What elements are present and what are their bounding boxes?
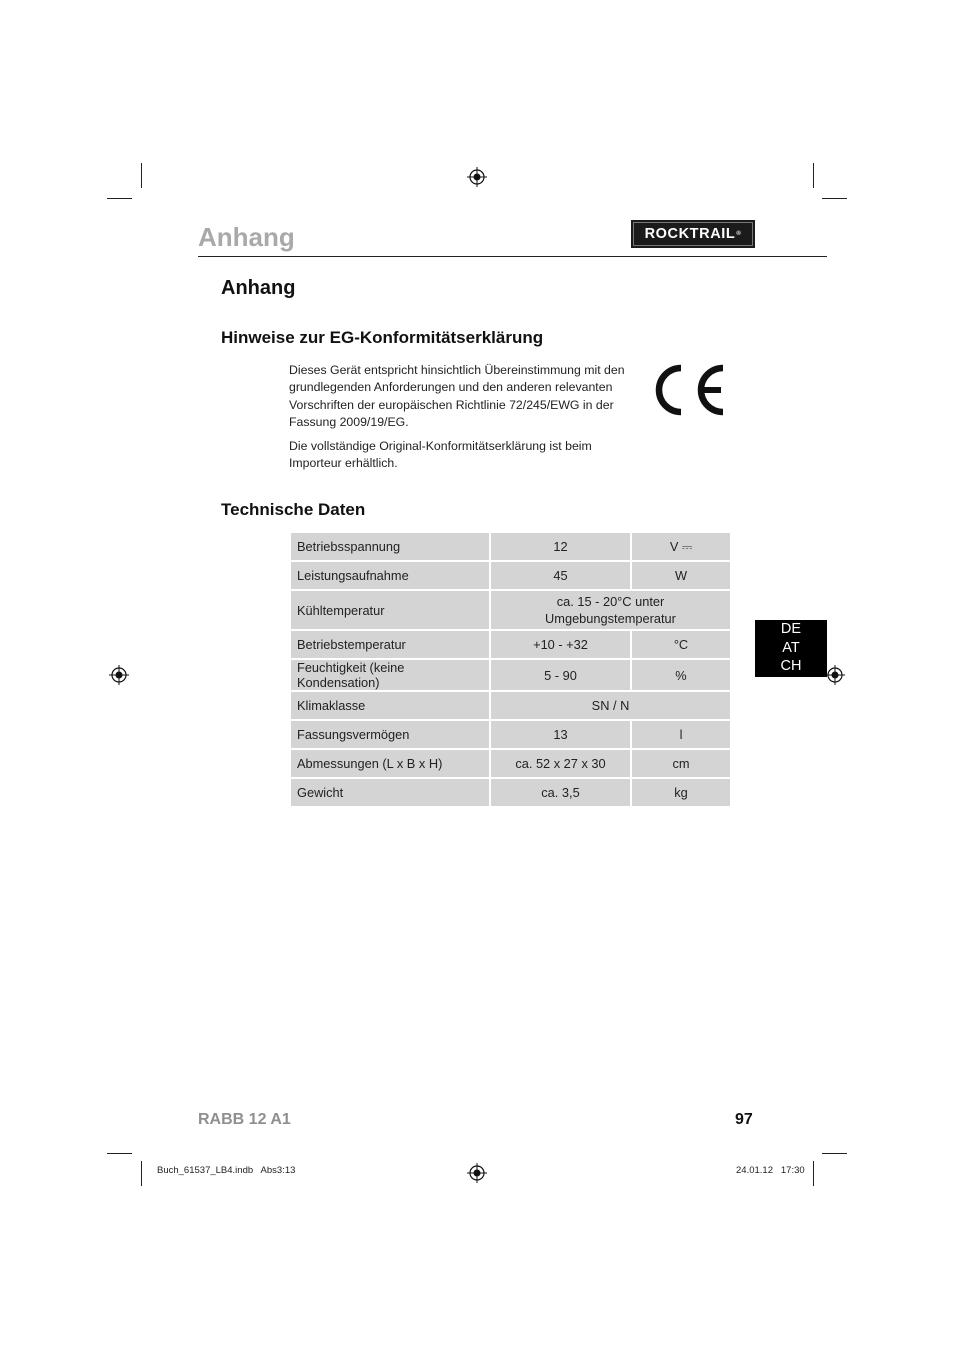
table-cell-value: 13 (491, 721, 630, 748)
table-cell-label: Fassungsvermögen (291, 721, 489, 748)
table-cell-label: Betriebsspannung (291, 533, 489, 560)
table-cell-value: ca. 3,5 (491, 779, 630, 806)
language-code-ch: CH (780, 658, 802, 674)
page-title: Anhang (221, 277, 296, 299)
table-cell-label: Betriebstemperatur (291, 631, 489, 658)
table-row (291, 591, 730, 629)
table-cell-label: Kühltemperatur (291, 591, 489, 629)
table-cell-label: Leistungsaufnahme (291, 562, 489, 589)
running-header-title: Anhang (198, 222, 295, 252)
table-cell-unit: cm (632, 750, 730, 777)
table-row (291, 533, 730, 560)
table-row (291, 631, 730, 658)
conformity-note: Die vollständige Original-Konformitätserklärung ist beim Importeur erhältlich. (289, 439, 592, 471)
crop-mark (141, 163, 142, 188)
table-row (291, 562, 730, 589)
table-cell-label: Abmessungen (L x B x H) (291, 750, 489, 777)
registration-mark-icon (467, 1163, 487, 1183)
table-cell-unit: kg (632, 779, 730, 806)
table-row (291, 779, 730, 806)
registration-mark-icon (109, 665, 129, 685)
crop-mark (822, 1153, 847, 1154)
print-slug-file: Buch_61537_LB4.indb Abs3:13 (157, 1165, 296, 1176)
brand-registered-mark: ® (736, 231, 742, 237)
table-cell-unit: V ⎓ (632, 533, 730, 560)
page-number: 97 (735, 1111, 753, 1128)
tech-data-heading: Technische Daten (221, 500, 366, 519)
table-cell-label: Feuchtigkeit (keine Kondensation) (291, 660, 489, 690)
footer-model-name: RABB 12 A1 (198, 1111, 291, 1128)
language-code-de: DE (780, 621, 802, 637)
ce-mark-icon (655, 364, 727, 416)
crop-mark (107, 198, 132, 199)
brand-name: ROCKTRAIL (644, 226, 736, 242)
crop-mark (141, 1161, 142, 1186)
table-cell-value: 45 (491, 562, 630, 589)
table-row (291, 721, 730, 748)
brand-logo (631, 220, 755, 248)
crop-mark (822, 198, 847, 199)
table-cell-unit: l (632, 721, 730, 748)
table-row (291, 692, 730, 719)
table-cell-unit: % (632, 660, 730, 690)
table-row (291, 750, 730, 777)
table-cell-value: 12 (491, 533, 630, 560)
table-cell-value: SN / N (491, 692, 730, 719)
table-cell-label: Klimaklasse (291, 692, 489, 719)
language-code-at: AT (782, 639, 800, 656)
registration-mark-icon (467, 167, 487, 187)
table-cell-unit: °C (632, 631, 730, 658)
table-cell-value: ca. 52 x 27 x 30 (491, 750, 630, 777)
crop-mark (107, 1153, 132, 1154)
table-cell-label: Gewicht (291, 779, 489, 806)
crop-mark (813, 1161, 814, 1186)
conformity-heading: Hinweise zur EG-Konformitätserklärung (221, 328, 544, 347)
language-tab (755, 620, 827, 677)
header-divider (198, 256, 827, 257)
crop-mark (813, 163, 814, 188)
table-row (291, 660, 730, 690)
tech-data-table (289, 531, 732, 808)
conformity-paragraph: Dieses Gerät entspricht hinsichtlich Übereinstimmung mit den grundlegenden Anforderungen und den anderen relevanten Vorschriften der europäischen Richtlinie 72/245/EWG in der Fassung 2009/19/EG. (289, 363, 625, 429)
print-slug-date: 24.01.12 17:30 (736, 1165, 805, 1176)
table-cell-value: ca. 15 - 20°C unter Umgebungstemperatur (491, 591, 730, 629)
table-cell-unit: W (632, 562, 730, 589)
table-cell-value: +10 - +32 (491, 631, 630, 658)
registration-mark-icon (825, 665, 845, 685)
table-cell-value: 5 - 90 (491, 660, 630, 690)
